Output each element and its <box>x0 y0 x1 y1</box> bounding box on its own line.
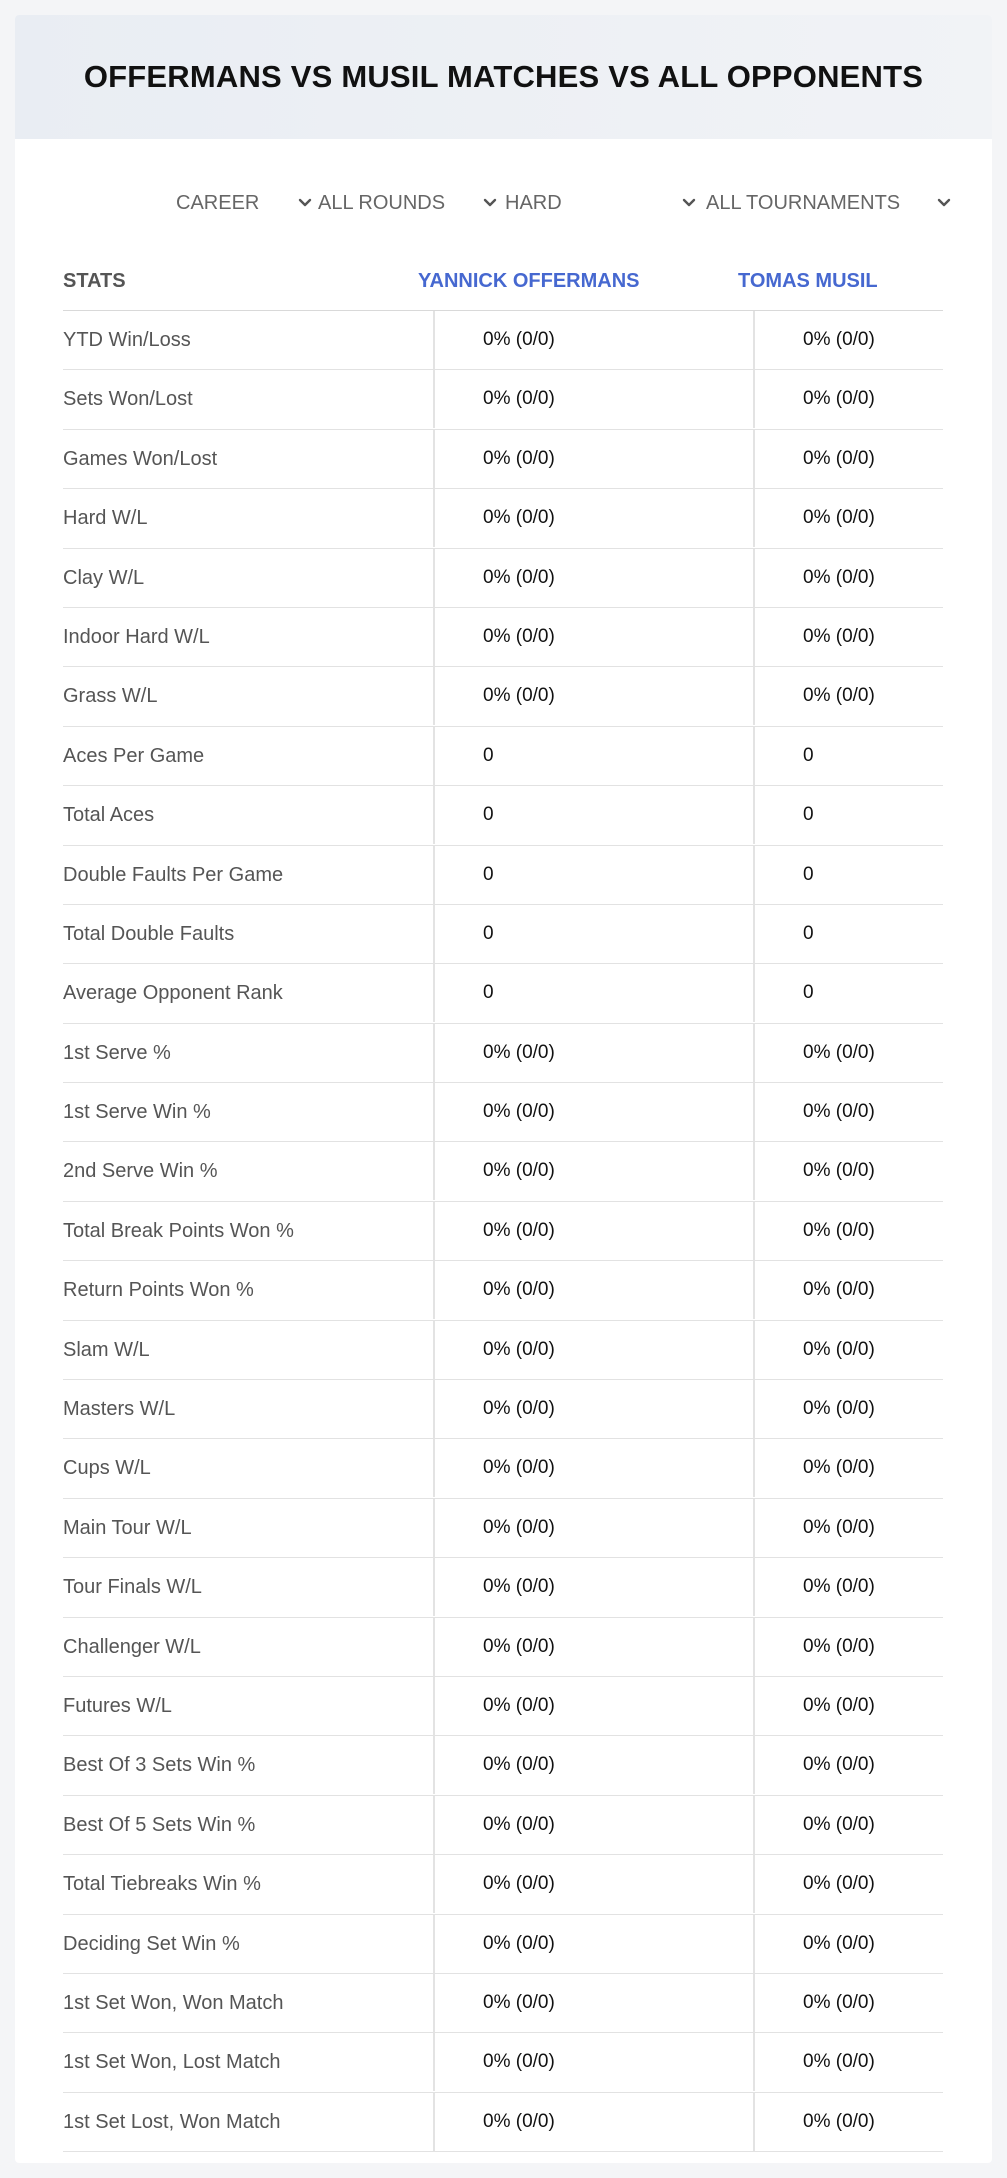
player-1-value: 0 <box>433 964 753 1022</box>
filter-surface-select[interactable] <box>505 185 697 221</box>
player-2-value: 0% (0/0) <box>753 1915 943 1973</box>
player-1-value: 0% (0/0) <box>433 667 753 725</box>
table-row <box>63 1142 943 1201</box>
table-row <box>63 1915 943 1974</box>
page-title: OFFERMANS VS MUSIL MATCHES VS ALL OPPONENTS <box>83 59 924 94</box>
stat-label: Total Tiebreaks Win % <box>63 1873 261 1896</box>
table-row <box>63 1974 943 2033</box>
table-row <box>63 608 943 667</box>
player-1-value: 0% (0/0) <box>433 1202 753 1260</box>
player-2-value: 0 <box>753 905 943 963</box>
stat-label: Cups W/L <box>63 1457 151 1480</box>
player-1-value: 0% (0/0) <box>433 1261 753 1319</box>
filter-period-label: CAREER <box>176 191 260 214</box>
player-2-value: 0% (0/0) <box>753 549 943 607</box>
player-1-value: 0% (0/0) <box>433 489 753 547</box>
stats-table <box>63 240 943 2152</box>
stat-label: Clay W/L <box>63 566 145 589</box>
player-1-value: 0% (0/0) <box>433 1915 753 1973</box>
table-row <box>63 311 943 370</box>
player-2-value: 0% (0/0) <box>753 1677 943 1735</box>
player-2-value: 0% (0/0) <box>753 2093 943 2151</box>
table-row <box>63 1024 943 1083</box>
player-1-value: 0% (0/0) <box>433 430 753 488</box>
stat-label: 1st Serve % <box>63 1041 171 1064</box>
player-2-value: 0% (0/0) <box>753 1736 943 1794</box>
table-row <box>63 2033 943 2092</box>
player-1-value: 0% (0/0) <box>433 311 753 369</box>
table-row <box>63 430 943 489</box>
table-body <box>63 311 943 2152</box>
player-1-value: 0% (0/0) <box>433 1499 753 1557</box>
player-2-value: 0% (0/0) <box>753 1321 943 1379</box>
filter-period-select[interactable] <box>176 185 313 221</box>
table-row <box>63 1499 943 1558</box>
player-2-value: 0% (0/0) <box>753 370 943 428</box>
stat-label: Challenger W/L <box>63 1635 201 1658</box>
player-1-value: 0% (0/0) <box>433 1558 753 1616</box>
stat-label: Games Won/Lost <box>63 447 218 470</box>
stat-label: 1st Serve Win % <box>63 1101 211 1124</box>
player-1-value: 0% (0/0) <box>433 608 753 666</box>
stat-label: Grass W/L <box>63 685 158 708</box>
table-row <box>63 846 943 905</box>
stat-label: Main Tour W/L <box>63 1516 192 1539</box>
table-row <box>63 1261 943 1320</box>
stat-label: Average Opponent Rank <box>63 982 283 1005</box>
player-2-value: 0% (0/0) <box>753 1499 943 1557</box>
filter-tournaments-label: ALL TOURNAMENTS <box>706 191 901 214</box>
stat-label: 1st Set Won, Won Match <box>63 1991 284 2014</box>
chevron-down-icon <box>681 195 697 211</box>
player-2-value: 0% (0/0) <box>753 1855 943 1913</box>
table-row <box>63 1736 943 1795</box>
player-2-value: 0% (0/0) <box>753 489 943 547</box>
player-2-value: 0% (0/0) <box>753 1202 943 1260</box>
stat-label: Total Aces <box>63 804 155 827</box>
stat-label: Return Points Won % <box>63 1279 254 1302</box>
stat-label: Best Of 3 Sets Win % <box>63 1754 256 1777</box>
player-1-value: 0% (0/0) <box>433 1796 753 1854</box>
table-row <box>63 1618 943 1677</box>
player-1-value: 0% (0/0) <box>433 1321 753 1379</box>
table-row <box>63 667 943 726</box>
player-1-value: 0 <box>433 905 753 963</box>
column-header-player-1[interactable]: YANNICK OFFERMANS <box>418 270 640 292</box>
table-row <box>63 549 943 608</box>
player-1-value: 0 <box>433 786 753 844</box>
table-row <box>63 1439 943 1498</box>
stat-label: Sets Won/Lost <box>63 388 193 411</box>
player-1-value: 0% (0/0) <box>433 1439 753 1497</box>
stat-label: Indoor Hard W/L <box>63 625 210 648</box>
stat-label: YTD Win/Loss <box>63 329 191 351</box>
player-2-value: 0% (0/0) <box>753 1024 943 1082</box>
player-1-value: 0% (0/0) <box>433 549 753 607</box>
table-row <box>63 905 943 964</box>
stat-label: Masters W/L <box>63 1398 176 1421</box>
filter-surface-label: HARD <box>505 191 562 214</box>
player-2-value: 0 <box>753 786 943 844</box>
chevron-down-icon <box>482 195 498 211</box>
table-row <box>63 1796 943 1855</box>
player-2-value: 0 <box>753 727 943 785</box>
player-1-value: 0% (0/0) <box>433 1974 753 2032</box>
card-header <box>15 15 992 139</box>
player-1-value: 0% (0/0) <box>433 1024 753 1082</box>
player-1-value: 0% (0/0) <box>433 1380 753 1438</box>
player-1-value: 0% (0/0) <box>433 1736 753 1794</box>
player-1-value: 0 <box>433 846 753 904</box>
column-header-stats: STATS <box>63 270 126 292</box>
table-row <box>63 1202 943 1261</box>
stat-label: 1st Set Won, Lost Match <box>63 2051 281 2074</box>
stat-label: Total Break Points Won % <box>63 1219 294 1242</box>
stat-label: Hard W/L <box>63 507 148 530</box>
stat-label: Slam W/L <box>63 1338 150 1361</box>
stat-label: Best Of 5 Sets Win % <box>63 1813 256 1836</box>
player-2-value: 0 <box>753 964 943 1022</box>
table-row <box>63 1083 943 1142</box>
player-1-value: 0% (0/0) <box>433 2033 753 2091</box>
stat-label: Double Faults Per Game <box>63 863 284 886</box>
player-2-value: 0% (0/0) <box>753 2033 943 2091</box>
player-2-value: 0 <box>753 846 943 904</box>
table-row <box>63 1558 943 1617</box>
stat-label: Tour Finals W/L <box>63 1576 202 1599</box>
stat-label: 1st Set Lost, Won Match <box>63 2110 281 2133</box>
stat-label: Deciding Set Win % <box>63 1932 240 1955</box>
player-1-value: 0 <box>433 727 753 785</box>
table-row <box>63 1677 943 1736</box>
player-1-value: 0% (0/0) <box>433 370 753 428</box>
player-2-value: 0% (0/0) <box>753 1142 943 1200</box>
table-row <box>63 1321 943 1380</box>
player-2-value: 0% (0/0) <box>753 1083 943 1141</box>
player-1-value: 0% (0/0) <box>433 1083 753 1141</box>
player-2-value: 0% (0/0) <box>753 1380 943 1438</box>
stat-label: Futures W/L <box>63 1694 172 1717</box>
filter-tournaments-select[interactable] <box>706 185 952 221</box>
player-2-value: 0% (0/0) <box>753 1439 943 1497</box>
table-row <box>63 2093 943 2152</box>
stats-card <box>15 15 992 2163</box>
player-2-value: 0% (0/0) <box>753 667 943 725</box>
player-2-value: 0% (0/0) <box>753 1558 943 1616</box>
table-row <box>63 786 943 845</box>
stat-label: Total Double Faults <box>63 922 235 945</box>
player-2-value: 0% (0/0) <box>753 1261 943 1319</box>
stat-label: 2nd Serve Win % <box>63 1160 218 1183</box>
table-row <box>63 964 943 1023</box>
table-row <box>63 370 943 429</box>
table-header <box>63 240 943 311</box>
player-1-value: 0% (0/0) <box>433 2093 753 2151</box>
player-1-value: 0% (0/0) <box>433 1618 753 1676</box>
player-2-value: 0% (0/0) <box>753 430 943 488</box>
chevron-down-icon <box>297 195 313 211</box>
player-2-value: 0% (0/0) <box>753 1618 943 1676</box>
filter-bar <box>15 185 992 221</box>
player-2-value: 0% (0/0) <box>753 1796 943 1854</box>
player-2-value: 0% (0/0) <box>753 1974 943 2032</box>
player-2-value: 0% (0/0) <box>753 311 943 369</box>
table-row <box>63 1855 943 1914</box>
player-1-value: 0% (0/0) <box>433 1855 753 1913</box>
player-1-value: 0% (0/0) <box>433 1142 753 1200</box>
chevron-down-icon <box>936 195 952 211</box>
table-row <box>63 489 943 548</box>
filter-rounds-label: ALL ROUNDS <box>318 191 446 214</box>
player-2-value: 0% (0/0) <box>753 608 943 666</box>
table-row <box>63 727 943 786</box>
stat-label: Aces Per Game <box>63 744 205 767</box>
player-1-value: 0% (0/0) <box>433 1677 753 1735</box>
filter-rounds-select[interactable] <box>318 185 498 221</box>
table-row <box>63 1380 943 1439</box>
column-header-player-2[interactable]: TOMAS MUSIL <box>738 270 878 292</box>
